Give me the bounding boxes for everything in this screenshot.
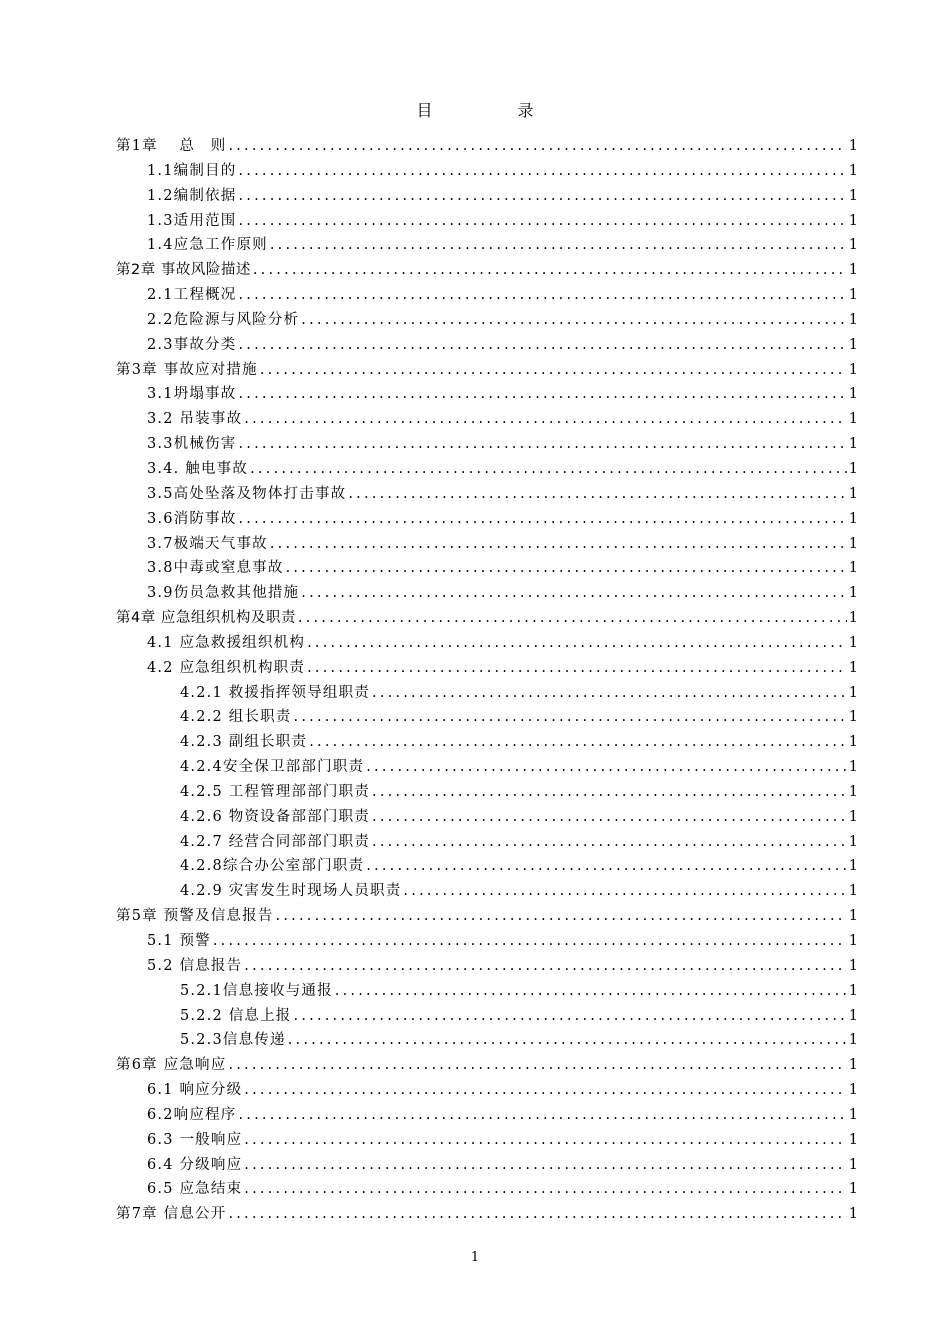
toc-dot-leader — [238, 386, 846, 402]
toc-entry-page: 1 — [848, 560, 858, 577]
toc-entry-page: 1 — [848, 1181, 858, 1198]
toc-entry[interactable] — [116, 606, 858, 631]
toc-entry[interactable] — [116, 209, 858, 234]
toc-dot-leader — [238, 337, 846, 353]
toc-dot-leader — [372, 809, 847, 825]
toc-entry[interactable] — [116, 432, 858, 457]
toc-dot-leader — [238, 1107, 846, 1123]
toc-entry-title: 第3章 事故应对措施 — [116, 361, 258, 378]
toc-entry-title: 3.5高处坠落及物体打击事故 — [147, 485, 347, 502]
toc-entry-title: 5.2.3信息传递 — [180, 1032, 286, 1049]
toc-entry-page: 1 — [848, 1131, 858, 1148]
toc-entry-page: 1 — [848, 1206, 858, 1223]
toc-entry-title: 第2章 事故风险描述 — [116, 262, 251, 279]
toc-entry-title: 3.9伤员急救其他措施 — [147, 585, 300, 602]
toc-entry-title: 4.2.2 组长职责 — [180, 709, 292, 726]
toc-entry-title: 5.2.2 信息上报 — [180, 1007, 292, 1024]
toc-entry-title: 1.1编制目的 — [147, 162, 237, 179]
toc-entry-page: 1 — [848, 734, 858, 751]
toc-entry-page: 1 — [848, 187, 858, 204]
toc-entry-title: 第4章 应急组织机构及职责 — [116, 610, 296, 627]
toc-entry[interactable] — [116, 656, 858, 681]
toc-dot-leader — [403, 883, 846, 899]
toc-entry-page: 1 — [848, 311, 858, 328]
toc-entry[interactable] — [116, 854, 858, 879]
toc-entry-page: 1 — [848, 535, 858, 552]
toc-entry[interactable] — [116, 830, 858, 855]
toc-dot-leader — [366, 759, 847, 775]
toc-entry[interactable] — [116, 904, 858, 929]
toc-entry-page: 1 — [848, 585, 858, 602]
toc-entry-page: 1 — [848, 1007, 858, 1024]
toc-entry[interactable] — [116, 159, 858, 184]
toc-entry-title: 4.2.1 救援指挥领导组职责 — [180, 684, 371, 701]
toc-entry-page: 1 — [848, 883, 858, 900]
toc-dot-leader — [244, 411, 846, 427]
toc-entry[interactable] — [116, 457, 858, 482]
toc-entry-page: 1 — [848, 933, 858, 949]
toc-entry-page: 1 — [848, 436, 858, 453]
toc-entry[interactable] — [116, 532, 858, 557]
toc-dot-leader — [307, 635, 847, 651]
toc-entry-page: 1 — [848, 783, 858, 800]
toc-entry-title: 3.3机械伤害 — [147, 436, 237, 453]
toc-dot-leader — [286, 560, 847, 576]
toc-entry[interactable] — [116, 333, 858, 358]
toc-entry-page: 1 — [848, 759, 858, 776]
toc-dot-leader — [298, 610, 847, 626]
toc-entry-title: 第1章 总 则 — [116, 138, 227, 154]
toc-dot-leader — [301, 585, 847, 601]
toc-entry-page: 1 — [848, 1032, 858, 1049]
toc-dot-leader — [238, 511, 846, 527]
toc-entry[interactable] — [116, 1128, 858, 1153]
toc-dot-leader — [366, 858, 847, 874]
toc-entry[interactable] — [116, 1103, 858, 1128]
toc-dot-leader — [238, 213, 846, 229]
toc-entry-title: 6.2响应程序 — [147, 1106, 237, 1123]
toc-dot-leader — [372, 685, 847, 701]
toc-entry[interactable] — [116, 805, 858, 830]
toc-entry-page: 1 — [848, 162, 858, 179]
toc-entry[interactable] — [116, 1153, 858, 1178]
toc-entry-page: 1 — [848, 1082, 858, 1099]
toc-dot-leader — [294, 709, 847, 725]
toc-entry[interactable] — [116, 1004, 858, 1029]
toc-dot-leader — [301, 312, 847, 328]
toc-entry[interactable] — [116, 705, 858, 730]
toc-entry[interactable] — [116, 631, 858, 656]
toc-entry-page: 1 — [848, 908, 858, 925]
toc-entry-title: 4.2.3 副组长职责 — [180, 734, 308, 751]
toc-entry-page: 1 — [848, 262, 858, 279]
toc-entry[interactable] — [116, 730, 858, 755]
toc-dot-leader — [244, 958, 846, 974]
toc-dot-leader — [244, 1082, 846, 1098]
toc-dot-leader — [238, 188, 846, 204]
toc-entry-title: 5.2.1信息接收与通报 — [180, 982, 333, 999]
toc-dot-leader — [238, 163, 846, 179]
toc-entry[interactable] — [116, 755, 858, 780]
toc-entry[interactable] — [116, 979, 858, 1004]
toc-entry-page: 1 — [848, 982, 858, 999]
toc-entry-page: 1 — [848, 460, 858, 477]
toc-dot-leader — [276, 908, 847, 924]
toc-entry-page: 1 — [848, 1057, 858, 1074]
toc-entry-title: 2.3事故分类 — [147, 336, 237, 353]
toc-dot-leader — [213, 933, 847, 949]
toc-dot-leader — [335, 983, 847, 999]
toc-entry[interactable] — [116, 382, 858, 407]
toc-entry-page: 1 — [848, 485, 858, 502]
toc-entry-page: 1 — [848, 336, 858, 353]
toc-entry-title: 第7章 信息公开 — [116, 1206, 227, 1223]
toc-entry-title: 1.3适用范围 — [147, 212, 237, 229]
toc-dot-leader — [309, 734, 847, 750]
toc-entry-title: 1.2编制依据 — [147, 187, 237, 204]
toc-entry[interactable] — [116, 283, 858, 308]
toc-dot-leader — [250, 461, 847, 477]
toc-entry-page: 1 — [848, 833, 858, 850]
toc-entry-page: 1 — [848, 361, 858, 378]
toc-entry-title: 1.4应急工作原则 — [147, 237, 268, 254]
toc-entry-page: 1 — [848, 386, 858, 403]
toc-entry-page: 1 — [848, 610, 858, 627]
toc-entry-page: 1 — [848, 138, 858, 154]
toc-entry[interactable] — [116, 1053, 858, 1078]
toc-entry[interactable] — [116, 1202, 858, 1227]
toc-entry-page: 1 — [848, 659, 858, 676]
toc-entry[interactable] — [116, 134, 858, 159]
toc-entry-page: 1 — [848, 1106, 858, 1123]
toc-entry[interactable] — [116, 929, 858, 954]
toc-entry-page: 1 — [848, 634, 858, 651]
toc-title: 目 录 — [416, 101, 574, 120]
toc-entry-title: 6.1 响应分级 — [147, 1082, 243, 1099]
toc-entry-title: 3.2 吊装事故 — [147, 411, 243, 428]
toc-dot-leader — [228, 1206, 846, 1222]
toc-entry-title: 3.8中毒或窒息事故 — [147, 560, 284, 577]
toc-entry[interactable] — [116, 308, 858, 333]
toc-entry[interactable] — [116, 258, 858, 283]
toc-dot-leader — [253, 262, 847, 278]
table-of-contents — [116, 134, 858, 1227]
toc-entry[interactable] — [116, 507, 858, 532]
toc-entry-page: 1 — [848, 212, 858, 229]
toc-entry[interactable] — [116, 581, 858, 606]
toc-entry-title: 4.1 应急救援组织机构 — [147, 634, 306, 651]
toc-entry-title: 3.6消防事故 — [147, 510, 237, 527]
toc-entry[interactable] — [116, 556, 858, 581]
toc-entry-title: 4.2.4安全保卫部部门职责 — [180, 759, 365, 776]
toc-entry-page: 1 — [848, 808, 858, 825]
toc-entry[interactable] — [116, 681, 858, 706]
toc-entry-title: 2.1工程概况 — [147, 287, 237, 304]
toc-entry-page: 1 — [848, 709, 858, 726]
toc-dot-leader — [228, 138, 846, 154]
toc-entry-title: 4.2.7 经营合同部部门职责 — [180, 833, 371, 850]
toc-dot-leader — [270, 536, 847, 552]
toc-entry[interactable] — [116, 1028, 858, 1053]
toc-dot-leader — [348, 486, 846, 502]
toc-entry[interactable] — [116, 407, 858, 432]
toc-entry-page: 1 — [848, 957, 858, 974]
toc-entry-title: 6.3 一般响应 — [147, 1131, 243, 1148]
toc-entry-title: 3.1坍塌事故 — [147, 386, 237, 403]
toc-entry-page: 1 — [848, 510, 858, 527]
toc-dot-leader — [307, 660, 847, 676]
toc-entry-title: 3.7极端天气事故 — [147, 535, 268, 552]
toc-dot-leader — [244, 1132, 846, 1148]
toc-dot-leader — [294, 1008, 847, 1024]
toc-entry[interactable] — [116, 1177, 858, 1202]
toc-entry[interactable] — [116, 780, 858, 805]
toc-dot-leader — [288, 1032, 847, 1048]
toc-entry-page: 1 — [848, 858, 858, 875]
toc-entry-page: 1 — [848, 1156, 858, 1173]
toc-entry-title: 4.2.5 工程管理部部门职责 — [180, 783, 371, 800]
toc-entry[interactable] — [116, 358, 858, 383]
toc-entry-title: 5.2 信息报告 — [147, 957, 243, 974]
toc-dot-leader — [238, 287, 846, 303]
toc-entry-page: 1 — [848, 237, 858, 254]
toc-entry-title: 6.5 应急结束 — [147, 1181, 243, 1198]
toc-dot-leader — [372, 784, 847, 800]
toc-dot-leader — [244, 1181, 846, 1197]
toc-entry-page: 1 — [848, 287, 858, 304]
toc-dot-leader — [238, 436, 846, 452]
toc-entry-title: 4.2.9 灾害发生时现场人员职责 — [180, 883, 402, 900]
toc-entry-title: 4.2 应急组织机构职责 — [147, 659, 306, 676]
toc-entry[interactable] — [116, 1078, 858, 1103]
toc-dot-leader — [260, 362, 847, 378]
toc-entry-title: 4.2.8综合办公室部门职责 — [180, 858, 365, 875]
toc-entry[interactable] — [116, 879, 858, 904]
toc-entry-page: 1 — [848, 411, 858, 428]
toc-entry-title: 6.4 分级响应 — [147, 1156, 243, 1173]
toc-dot-leader — [270, 237, 847, 253]
toc-dot-leader — [228, 1057, 846, 1073]
toc-dot-leader — [372, 834, 847, 850]
toc-entry-title: 3.4. 触电事故 — [147, 460, 249, 477]
toc-entry-title: 第6章 应急响应 — [116, 1057, 227, 1074]
toc-entry[interactable] — [116, 233, 858, 258]
toc-entry[interactable] — [116, 954, 858, 979]
toc-entry-title: 4.2.6 物资设备部部门职责 — [180, 808, 371, 825]
page-number: 1 — [470, 1250, 480, 1265]
toc-entry-page: 1 — [848, 684, 858, 701]
toc-entry[interactable] — [116, 482, 858, 507]
toc-entry-title: 5.1 预警 — [147, 933, 211, 949]
toc-entry-title: 第5章 预警及信息报告 — [116, 908, 274, 925]
toc-dot-leader — [244, 1157, 846, 1173]
toc-entry[interactable] — [116, 184, 858, 209]
toc-entry-title: 2.2危险源与风险分析 — [147, 311, 300, 328]
